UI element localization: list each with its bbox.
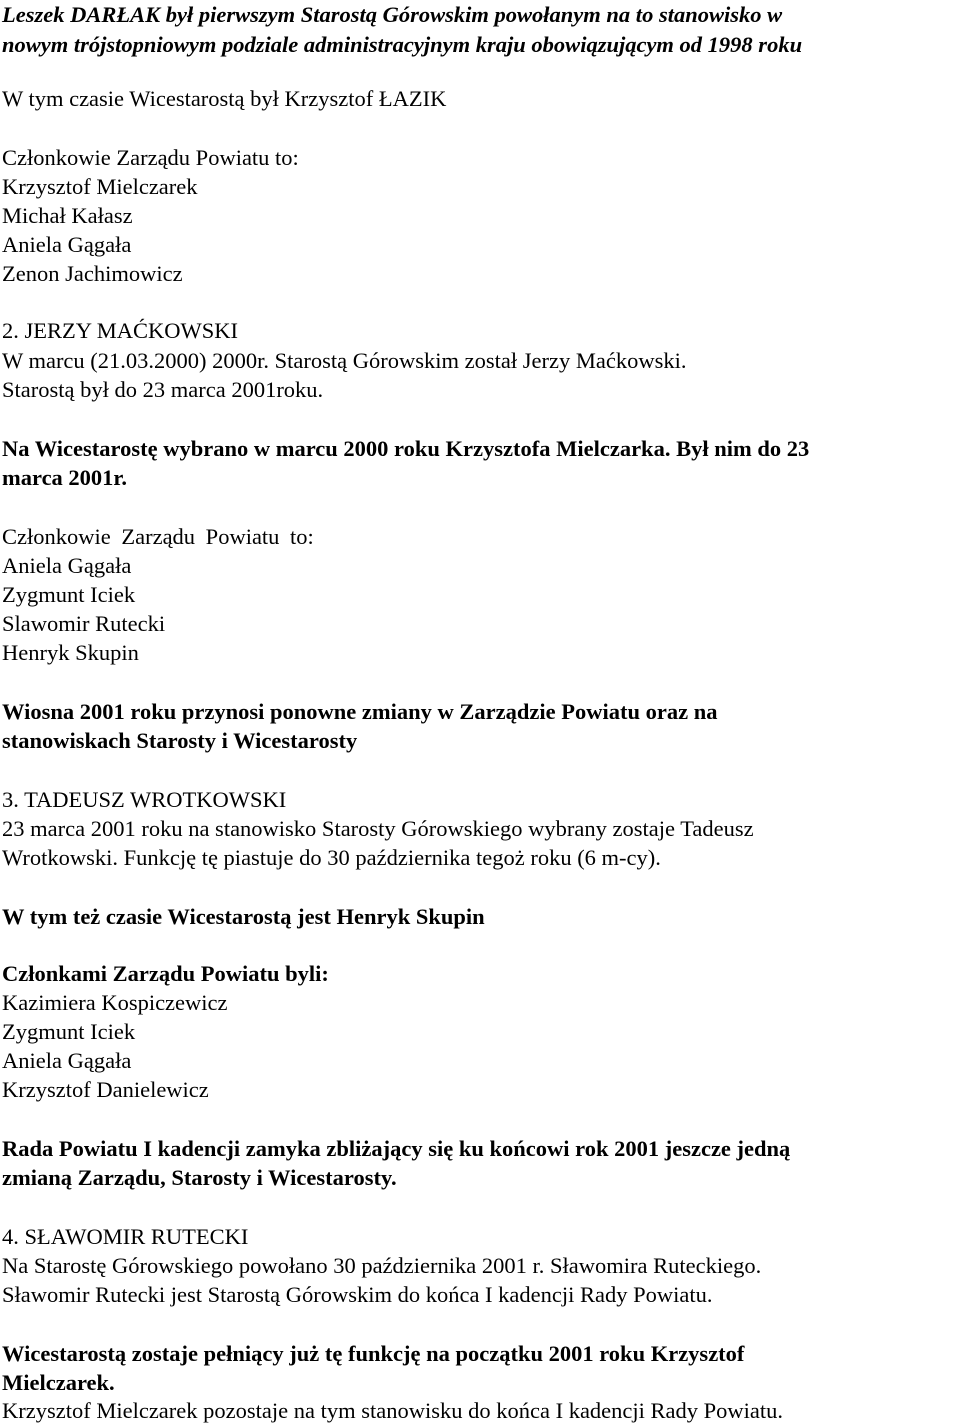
section2-member: Henryk Skupin (2, 640, 139, 665)
section3-line-2: Wrotkowski. Funkcję tę piastuje do 30 października tegoż roku (6 m-cy). (2, 845, 661, 870)
section2-line-1: W marcu (21.03.2000) 2000r. Starostą Górowskim został Jerzy Maćkowski. (2, 348, 687, 373)
section2-member: Slawomir Rutecki (2, 611, 166, 636)
section2-vice-line-1: Na Wicestarostę wybrano w marcu 2000 roku Krzysztofa Mielczarka. Był nim do 23 (2, 436, 810, 461)
section3-council-line-1: Rada Powiatu I kadencji zamyka zbliżający się ku końcowi rok 2001 jeszcze jedną (2, 1136, 791, 1161)
intro-line-2: nowym trójstopniowym podziale administracyjnym kraju obowiązującym od 1998 roku (2, 32, 803, 57)
section3-member: Kazimiera Kospiczewicz (2, 990, 228, 1015)
section3-line-1: 23 marca 2001 roku na stanowisko Starosty Górowskiego wybrany zostaje Tadeusz (2, 816, 754, 841)
section4-vice-line-1: Wicestarostą zostaje pełniący już tę funkcję na początku 2001 roku Krzysztof (2, 1341, 745, 1366)
intro-line-1: Leszek DARŁAK był pierwszym Starostą Górowskim powołanym na to stanowisko w (2, 2, 783, 27)
section3-board-header: Członkami Zarządu Powiatu byli: (2, 961, 329, 986)
section4-last-line: Krzysztof Mielczarek pozostaje na tym stanowisku do końca I kadencji Rady Powiatu. (2, 1398, 784, 1423)
section4-vice-line-2: Mielczarek. (2, 1370, 115, 1395)
section4-line-2: Sławomir Rutecki jest Starostą Górowskim do końca I kadencji Rady Powiatu. (2, 1282, 713, 1307)
board1-member: Michał Kałasz (2, 203, 133, 228)
section2-vice-line-2: marca 2001r. (2, 465, 127, 490)
section3-heading: 3. TADEUSZ WROTKOWSKI (2, 787, 287, 812)
section2-line-2: Starostą był do 23 marca 2001roku. (2, 377, 324, 402)
section2-member: Zygmunt Iciek (2, 582, 136, 607)
board1-member: Zenon Jachimowicz (2, 261, 183, 286)
section2-board-header: Członkowie Zarządu Powiatu to: (2, 524, 314, 549)
section2-member: Aniela Gągała (2, 553, 132, 578)
section3-council-line-2: zmianą Zarządu, Starosty i Wicestarosty. (2, 1165, 397, 1190)
board1-member: Aniela Gągała (2, 232, 132, 257)
intro-vice-starost: W tym czasie Wicestarostą był Krzysztof ŁAZIK (2, 86, 447, 111)
board1-header: Członkowie Zarządu Powiatu to: (2, 145, 299, 170)
section3-member: Zygmunt Iciek (2, 1019, 136, 1044)
section4-line-1: Na Starostę Górowskiego powołano 30 października 2001 r. Sławomira Ruteckiego. (2, 1253, 762, 1278)
section2-heading: 2. JERZY MAĆKOWSKI (2, 318, 239, 343)
section4-heading: 4. SŁAWOMIR RUTECKI (2, 1224, 249, 1249)
section3-member: Aniela Gągała (2, 1048, 132, 1073)
section2-spring-line-2: stanowiskach Starosty i Wicestarosty (2, 728, 358, 753)
section3-member: Krzysztof Danielewicz (2, 1077, 209, 1102)
section2-spring-line-1: Wiosna 2001 roku przynosi ponowne zmiany w Zarządzie Powiatu oraz na (2, 699, 718, 724)
section3-vice: W tym też czasie Wicestarostą jest Henryk Skupin (2, 904, 485, 929)
board1-member: Krzysztof Mielczarek (2, 174, 198, 199)
